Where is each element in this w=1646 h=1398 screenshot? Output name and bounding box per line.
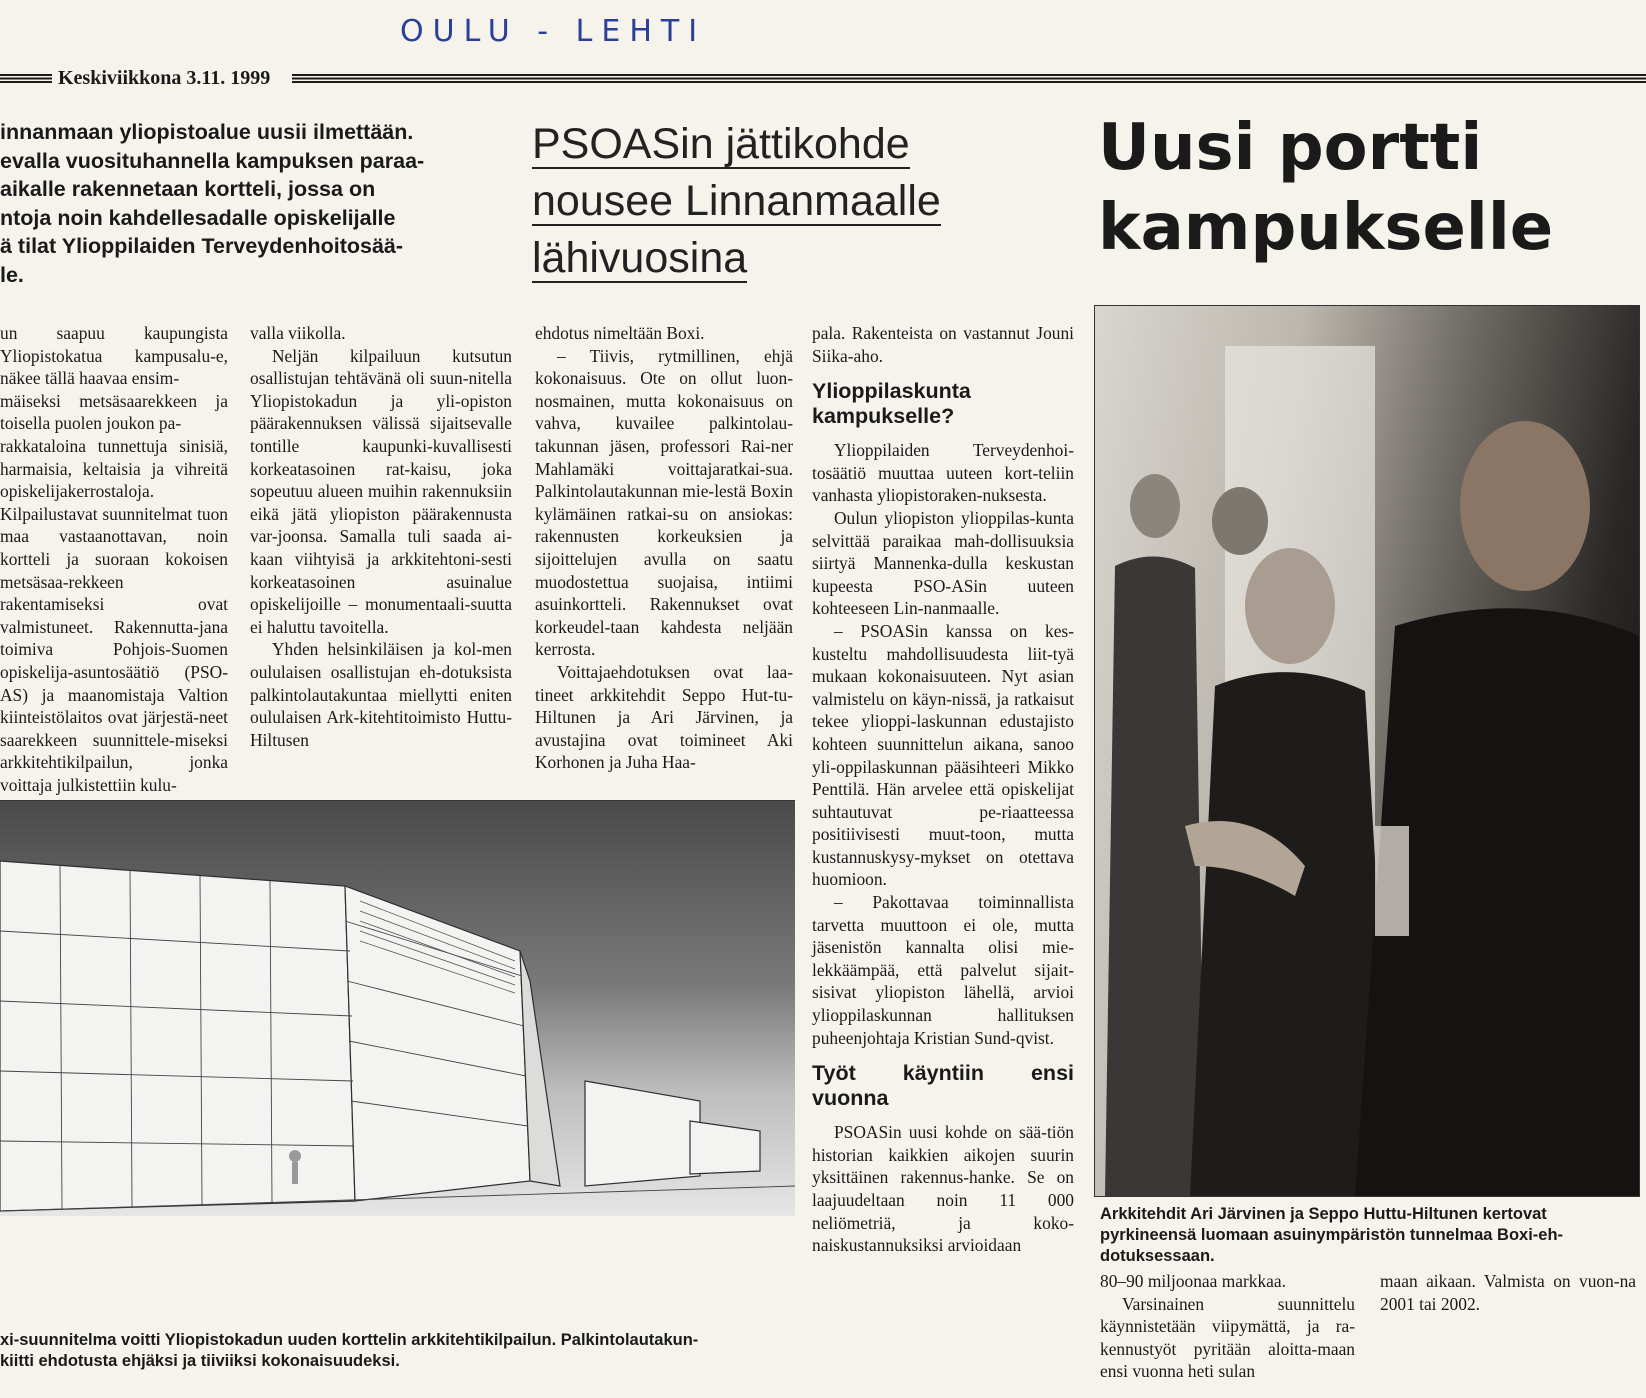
article-column-2 (250, 322, 512, 751)
paragraph: ehdotus nimeltään Boxi. (535, 323, 705, 343)
drawing-caption-line: kiitti ehdotusta ehjäksi ja tiiviiksi kokonaisuudeksi. (0, 1352, 400, 1370)
subheading: Työt käyntiin ensi vuonna (812, 1061, 1074, 1111)
main-headline-line: kampukselle (1098, 191, 1554, 265)
handwritten-source-note: OULU - LEHTI (400, 14, 707, 49)
main-headline (1098, 108, 1553, 268)
paragraph: mäiseksi metsäsaarekkeen ja toisella puolen joukon pa- (0, 390, 228, 434)
paragraph: Varsinainen suunnittelu käynnistetään viipymättä, ja ra-kennustyöt pyritään aloitta-maan ensi vuonna heti sulan (1100, 1293, 1355, 1382)
paragraph: 80–90 miljoonaa markkaa. (1100, 1271, 1286, 1291)
architectural-drawing (0, 800, 795, 1216)
paragraph: Voittajaehdotuksen ovat laa-tineet arkkitehdit Seppo Hut-tu-Hiltunen ja Ari Järvinen, ja avustajina ovat toimineet Aki Korhonen ja Juha Haa- (535, 661, 793, 773)
paragraph: valla viikolla. (250, 323, 346, 343)
article-column-3 (535, 322, 793, 774)
paragraph: – PSOASin kanssa on kes-kusteltu mahdollisuudesta liit-tyä mukaan kokonaisuuteen. Nyt asian valmistelu on käyn-nissä, ja ratkaisut tekee ylioppi-laskunnan edustajisto kohteen suunnittelun aikana, sanoo yli-oppilaskunnan pääsihteeri Mikko Penttilä. Hän arvelee että opiskelijat suhtautuvat pe-riaatteessa positiivisesti muut-toon, mutta kustannuskysy-mykset on otettava huomioon. (812, 620, 1074, 890)
article-column-4 (812, 322, 1074, 1257)
article-column-6 (1380, 1270, 1636, 1315)
lead-line: le. (0, 262, 24, 287)
secondary-headline-line: nousee Linnanmaalle (532, 177, 941, 225)
paragraph: – Pakottavaa toiminnallista tarvetta muuttoon ei ole, mutta jäsenistön kannalta olisi mie-lekkäämpää, että palvelut sijait-sisivat yliopiston lähellä, arvioi ylioppilaskunnan hallituksen puheenjohtaja Kristian Sund-qvist. (812, 892, 1074, 1048)
lead-paragraph (0, 118, 505, 289)
paragraph: rakkataloina tunnettuja sinisiä, harmaisia, keltaisia ja vihreitä opiskelijakerrostaloja. (0, 435, 228, 502)
secondary-headline (532, 118, 941, 289)
publication-date: Keskiviikkona 3.11. 1999 (58, 67, 271, 89)
paragraph: Ylioppilaiden Terveydenhoi-tosäätiö muuttaa uuteen kort-teliin vanhasta yliopistoraken-nuksesta. (812, 440, 1074, 506)
secondary-headline-line: PSOASin jättikohde (532, 120, 910, 168)
dateline-rule-left (0, 74, 52, 83)
paragraph: Yhden helsinkiläisen ja kol-men oululaisen osallistujan eh-dotuksista palkintolautakuntaa miellytti eniten oululaisen Ark-kitehtitoimisto Huttu-Hiltusen (250, 639, 512, 750)
drawing-caption-line: xi-suunnitelma voitti Yliopistokadun uuden korttelin arkkitehtikilpailun. Palkintolautakun- (0, 1331, 699, 1349)
photo-caption: Arkkitehdit Ari Järvinen ja Seppo Huttu-Hiltunen kertovat pyrkineensä luomaan asuinympäristön tunnelmaa Boxi-eh-dotuksessaan. (1100, 1205, 1564, 1265)
lead-line: ä tilat Ylioppilaiden Terveydenhoitosää- (0, 234, 404, 258)
paragraph: Neljän kilpailuun kutsutun osallistujan tehtävänä oli suun-nitella Yliopistokadun ja yli-opiston päärakennuksen välissä sijaitsevalle tontille kaupunki-kuvallisesti korkeatasoinen rat-kaisu, joka sopeutuu alueen muihin rakennuksiin eikä jätä yliopiston päärakennusta var-joonsa. Samalla tuli saada ai-kaan viihtyisä ja arkkitehtoni-sesti korkeatasoinen asuinalue opiskelijoille – monumentaali-suutta ei haluttu tavoitella. (250, 345, 512, 637)
dateline (0, 68, 1646, 88)
lead-line: ntoja noin kahdellesadalle opiskelijalle (0, 205, 396, 230)
paragraph: maan aikaan. Valmista on vuon-na 2001 tai 2002. (1380, 1271, 1636, 1314)
secondary-headline-line: lähivuosina (532, 234, 748, 282)
dateline-rule-right (292, 74, 1646, 83)
article-column-5 (1100, 1270, 1355, 1383)
lead-line: innanmaan yliopistoalue uusii ilmettään. (0, 120, 414, 144)
article-column-1 (0, 322, 228, 796)
paragraph: PSOASin uusi kohde on sää-tiön historian kaikkien aikojen suurin yksittäinen rakennus-hanke. Se on laajuudeltaan noin 11 000 neliömetriä, ja koko-naiskustannuksiksi arvioidaan (812, 1122, 1074, 1256)
subheading: Ylioppilaskunta kampukselle? (812, 379, 971, 429)
paragraph: Oulun yliopiston ylioppilas-kunta selvittää paraikaa mah-dollisuuksia siirtyä Mannenka-dulla keskustan kupeesta PSO-ASin uuteen kohteeseen Lin-nanmaalle. (812, 507, 1074, 619)
lead-line: aikalle rakennetaan kortteli, jossa on (0, 177, 376, 201)
lead-line: evalla vuosituhannella kampuksen paraa- (0, 148, 425, 173)
paragraph: pala. Rakenteista on vastannut Jouni Siika-aho. (812, 323, 1074, 366)
main-headline-line: Uusi portti (1098, 111, 1483, 185)
drawing-caption (0, 1330, 800, 1372)
photo-architects (1094, 305, 1640, 1197)
paragraph: – Tiivis, rytmillinen, ehjä kokonaisuus. Ote on ollut luon-nosmainen, mutta kokonaisuus on vahva, kuvailee palkintolau-takunnan jäsen, professori Rai-ner Mahlamäki voittajaratkai-sua. Palkintolautakunnan mie-lestä Boxin kylämäinen ratkai-su on ansiokas: rakennusten korkeuksien ja sijoittelujen avulla on saatu muodostettua suojaisa, intiimi asuinkortteli. Rakennukset ovat korkeudel-taan kahdesta neljään kerrosta. (535, 345, 793, 660)
paragraph: Kilpailustavat suunnitelmat tuon maa vastaanottavan, noin kortteli ja suoraan kokoisen metsäsaa-rekkeen rakentamiseksi ovat valmistuneet. Rakennutta-jana toimiva Pohjois-Suomen opiskelija-asuntosäätiö (PSO-AS) ja maanomistaja Valtion kiinteistölaitos ovat järjestä-neet saarekkeen suunnittele-miseksi arkkitehtikilpailun, jonka voittaja julkistettiin kulu- (0, 503, 228, 795)
paragraph: un saapuu kaupungista Yliopistokatua kampusalu-e, näkee tällä haavaa ensim- (0, 323, 228, 389)
photo-illustration (1095, 306, 1639, 1196)
drawing-illustration (0, 801, 795, 1216)
